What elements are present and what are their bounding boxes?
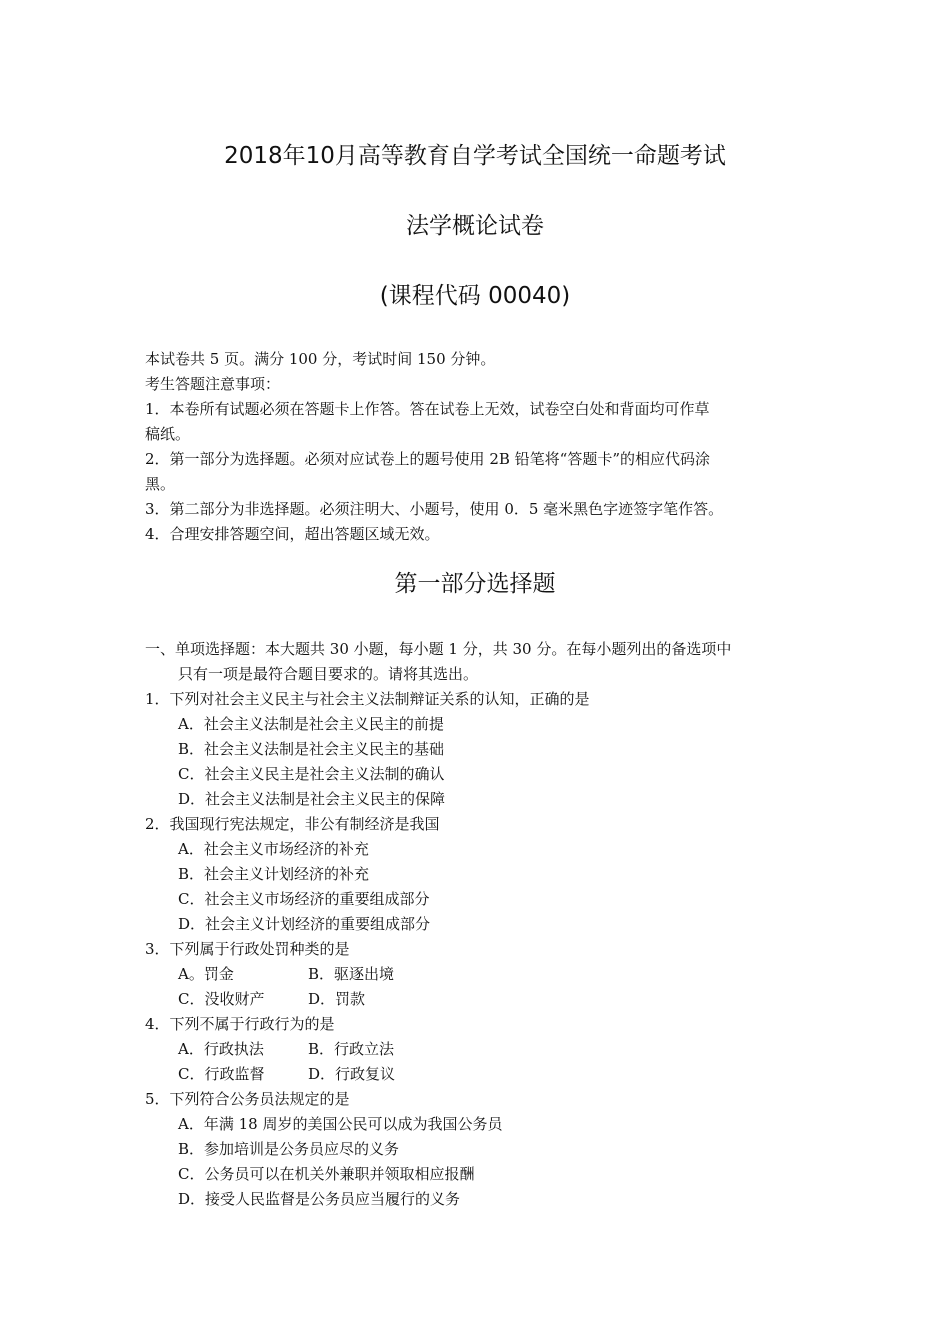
question-stem: 1．下列对社会主义民主与社会主义法制辩证关系的认知，正确的是 — [145, 690, 590, 708]
answer-option: B．社会主义法制是社会主义民主的基础 — [178, 740, 445, 758]
instruction-line: 本试卷共 5 页。满分 100 分，考试时间 150 分钟。 — [145, 350, 496, 368]
question-stem: 2．我国现行宪法规定，非公有制经济是我国 — [145, 815, 440, 833]
instruction-item: 4．合理安排答题空间，超出答题区域无效。 — [145, 525, 440, 543]
answer-option: D．社会主义计划经济的重要组成部分 — [178, 915, 431, 933]
section-description: 一、单项选择题：本大题共 30 小题，每小题 1 分，共 30 分。在每小题列出的备选项中 — [145, 640, 732, 658]
answer-option: D．行政复议 — [308, 1065, 396, 1083]
instruction-item: 1．本卷所有试题必须在答题卡上作答。答在试卷上无效，试卷空白处和背面均可作草 — [145, 400, 710, 418]
answer-option: C．没收财产 — [178, 990, 265, 1008]
instruction-heading: 考生答题注意事项： — [145, 375, 281, 393]
question-stem: 5．下列符合公务员法规定的是 — [145, 1090, 350, 1108]
answer-option: A．年满 18 周岁的美国公民可以成为我国公务员 — [178, 1115, 503, 1133]
instruction-item-cont: 黑。 — [145, 475, 176, 493]
answer-option: A。罚金 — [178, 965, 234, 983]
instruction-item: 2．第一部分为选择题。必须对应试卷上的题号使用 2B 铅笔将“答题卡”的相应代码涂 — [145, 450, 710, 468]
answer-option: B．参加培训是公务员应尽的义务 — [178, 1140, 400, 1158]
answer-option: C．社会主义民主是社会主义法制的确认 — [178, 765, 445, 783]
answer-option: A．行政执法 — [178, 1040, 264, 1058]
course-code: (课程代码 00040) — [379, 283, 571, 309]
answer-option: B．驱逐出境 — [308, 965, 395, 983]
answer-option: B．行政立法 — [308, 1040, 395, 1058]
part-heading: 第一部分选择题 — [394, 571, 556, 597]
answer-option: D．接受人民监督是公务员应当履行的义务 — [178, 1190, 461, 1208]
answer-option: C．社会主义市场经济的重要组成部分 — [178, 890, 430, 908]
answer-option: D．罚款 — [308, 990, 366, 1008]
answer-option: C．行政监督 — [178, 1065, 265, 1083]
answer-option: D．社会主义法制是社会主义民主的保障 — [178, 790, 446, 808]
instruction-item-cont: 稿纸。 — [145, 425, 191, 443]
answer-option: B．社会主义计划经济的补充 — [178, 865, 370, 883]
answer-option: A．社会主义法制是社会主义民主的前提 — [178, 715, 444, 733]
section-description-cont: 只有一项是最符合题目要求的。请将其选出。 — [178, 665, 479, 683]
exam-subtitle: 法学概论试卷 — [406, 213, 544, 239]
answer-option: C．公务员可以在机关外兼职并领取相应报酬 — [178, 1165, 475, 1183]
exam-title: 2018年10月高等教育自学考试全国统一命题考试 — [224, 143, 726, 169]
answer-option: A．社会主义市场经济的补充 — [178, 840, 369, 858]
question-stem: 4．下列不属于行政行为的是 — [145, 1015, 335, 1033]
instruction-item: 3．第二部分为非选择题。必须注明大、小题号，使用 0．5 毫米黑色字迹签字笔作答。 — [145, 500, 724, 518]
question-stem: 3．下列属于行政处罚种类的是 — [145, 940, 350, 958]
